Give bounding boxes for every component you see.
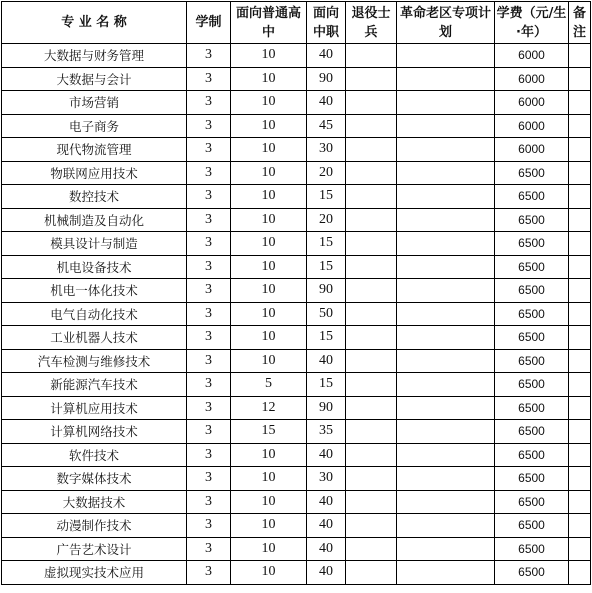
veterans-quota-cell — [346, 537, 397, 561]
revolutionary-area-cell — [397, 138, 495, 162]
high-school-quota-cell: 10 — [231, 44, 307, 68]
veterans-quota-cell — [346, 232, 397, 256]
tuition-cell: 6500 — [495, 490, 569, 514]
table-row — [2, 302, 591, 326]
high-school-quota-cell: 10 — [231, 67, 307, 91]
major-name-cell: 市场营销 — [2, 91, 187, 115]
tuition-cell: 6000 — [495, 67, 569, 91]
duration-cell: 3 — [187, 114, 231, 138]
table-row — [2, 396, 591, 420]
tuition-cell: 6500 — [495, 326, 569, 350]
revolutionary-area-cell — [397, 302, 495, 326]
high-school-quota-cell: 15 — [231, 420, 307, 444]
revolutionary-area-cell — [397, 490, 495, 514]
veterans-quota-cell — [346, 44, 397, 68]
duration-cell: 3 — [187, 67, 231, 91]
major-name-cell: 计算机网络技术 — [2, 420, 187, 444]
header-old-revolutionary-area-plan: 革命老区专项计划 — [397, 2, 495, 44]
vocational-quota-cell: 45 — [307, 114, 346, 138]
vocational-quota-cell: 15 — [307, 232, 346, 256]
high-school-quota-cell: 10 — [231, 232, 307, 256]
major-name-cell: 广告艺术设计 — [2, 537, 187, 561]
header-vocational-quota: 面向中职 — [307, 2, 346, 44]
high-school-quota-cell: 10 — [231, 279, 307, 303]
revolutionary-area-cell — [397, 67, 495, 91]
major-name-cell: 机电设备技术 — [2, 255, 187, 279]
tuition-cell: 6500 — [495, 302, 569, 326]
remarks-cell — [569, 561, 591, 585]
table-row — [2, 420, 591, 444]
tuition-cell: 6000 — [495, 91, 569, 115]
table-row — [2, 490, 591, 514]
duration-cell: 3 — [187, 185, 231, 209]
revolutionary-area-cell — [397, 467, 495, 491]
vocational-quota-cell: 40 — [307, 349, 346, 373]
veterans-quota-cell — [346, 326, 397, 350]
table-row — [2, 161, 591, 185]
major-name-cell: 数控技术 — [2, 185, 187, 209]
vocational-quota-cell: 20 — [307, 208, 346, 232]
duration-cell: 3 — [187, 443, 231, 467]
duration-cell: 3 — [187, 138, 231, 162]
tuition-cell: 6500 — [495, 232, 569, 256]
table-row — [2, 232, 591, 256]
major-name-cell: 计算机应用技术 — [2, 396, 187, 420]
header-tuition: 学费（元/生·年） — [495, 2, 569, 44]
vocational-quota-cell: 40 — [307, 537, 346, 561]
duration-cell: 3 — [187, 255, 231, 279]
major-name-cell: 电气自动化技术 — [2, 302, 187, 326]
table-row — [2, 349, 591, 373]
remarks-cell — [569, 490, 591, 514]
duration-cell: 3 — [187, 161, 231, 185]
vocational-quota-cell: 15 — [307, 185, 346, 209]
high-school-quota-cell: 10 — [231, 443, 307, 467]
high-school-quota-cell: 10 — [231, 326, 307, 350]
table-body — [2, 44, 591, 585]
duration-cell: 3 — [187, 91, 231, 115]
table-row — [2, 373, 591, 397]
veterans-quota-cell — [346, 161, 397, 185]
revolutionary-area-cell — [397, 537, 495, 561]
major-name-cell: 现代物流管理 — [2, 138, 187, 162]
major-name-cell: 汽车检测与维修技术 — [2, 349, 187, 373]
tuition-cell: 6500 — [495, 208, 569, 232]
tuition-cell: 6500 — [495, 514, 569, 538]
vocational-quota-cell: 15 — [307, 373, 346, 397]
major-name-cell: 大数据技术 — [2, 490, 187, 514]
major-name-cell: 物联网应用技术 — [2, 161, 187, 185]
vocational-quota-cell: 30 — [307, 467, 346, 491]
revolutionary-area-cell — [397, 514, 495, 538]
duration-cell: 3 — [187, 44, 231, 68]
tuition-cell: 6500 — [495, 373, 569, 397]
remarks-cell — [569, 208, 591, 232]
high-school-quota-cell: 12 — [231, 396, 307, 420]
revolutionary-area-cell — [397, 349, 495, 373]
vocational-quota-cell: 90 — [307, 67, 346, 91]
table-row — [2, 279, 591, 303]
tuition-cell: 6000 — [495, 44, 569, 68]
tuition-cell: 6500 — [495, 443, 569, 467]
high-school-quota-cell: 10 — [231, 185, 307, 209]
vocational-quota-cell: 40 — [307, 443, 346, 467]
duration-cell: 3 — [187, 420, 231, 444]
veterans-quota-cell — [346, 396, 397, 420]
duration-cell: 3 — [187, 537, 231, 561]
tuition-cell: 6000 — [495, 114, 569, 138]
veterans-quota-cell — [346, 279, 397, 303]
remarks-cell — [569, 537, 591, 561]
high-school-quota-cell: 10 — [231, 138, 307, 162]
major-name-cell: 大数据与财务管理 — [2, 44, 187, 68]
vocational-quota-cell: 15 — [307, 326, 346, 350]
veterans-quota-cell — [346, 91, 397, 115]
table-row — [2, 443, 591, 467]
tuition-cell: 6500 — [495, 420, 569, 444]
header-major-name: 专 业 名 称 — [2, 2, 187, 44]
remarks-cell — [569, 420, 591, 444]
veterans-quota-cell — [346, 349, 397, 373]
enrollment-plan-table — [1, 1, 591, 585]
revolutionary-area-cell — [397, 114, 495, 138]
duration-cell: 3 — [187, 467, 231, 491]
revolutionary-area-cell — [397, 208, 495, 232]
tuition-cell: 6500 — [495, 185, 569, 209]
revolutionary-area-cell — [397, 373, 495, 397]
vocational-quota-cell: 40 — [307, 561, 346, 585]
remarks-cell — [569, 467, 591, 491]
header-duration: 学制 — [187, 2, 231, 44]
vocational-quota-cell: 30 — [307, 138, 346, 162]
table-row — [2, 208, 591, 232]
major-name-cell: 工业机器人技术 — [2, 326, 187, 350]
major-name-cell: 虚拟现实技术应用 — [2, 561, 187, 585]
veterans-quota-cell — [346, 420, 397, 444]
revolutionary-area-cell — [397, 161, 495, 185]
header-row — [2, 2, 591, 44]
veterans-quota-cell — [346, 208, 397, 232]
duration-cell: 3 — [187, 208, 231, 232]
tuition-cell: 6500 — [495, 255, 569, 279]
revolutionary-area-cell — [397, 44, 495, 68]
veterans-quota-cell — [346, 443, 397, 467]
remarks-cell — [569, 91, 591, 115]
vocational-quota-cell: 90 — [307, 396, 346, 420]
remarks-cell — [569, 138, 591, 162]
major-name-cell: 大数据与会计 — [2, 67, 187, 91]
veterans-quota-cell — [346, 114, 397, 138]
header-remarks: 备注 — [569, 2, 591, 44]
high-school-quota-cell: 10 — [231, 537, 307, 561]
tuition-cell: 6000 — [495, 138, 569, 162]
table-row — [2, 44, 591, 68]
remarks-cell — [569, 255, 591, 279]
high-school-quota-cell: 10 — [231, 349, 307, 373]
duration-cell: 3 — [187, 326, 231, 350]
table-row — [2, 537, 591, 561]
tuition-cell: 6500 — [495, 279, 569, 303]
revolutionary-area-cell — [397, 443, 495, 467]
header-veterans-quota: 退役士兵 — [346, 2, 397, 44]
remarks-cell — [569, 44, 591, 68]
major-name-cell: 机电一体化技术 — [2, 279, 187, 303]
duration-cell: 3 — [187, 373, 231, 397]
major-name-cell: 电子商务 — [2, 114, 187, 138]
high-school-quota-cell: 10 — [231, 114, 307, 138]
duration-cell: 3 — [187, 396, 231, 420]
remarks-cell — [569, 396, 591, 420]
table-row — [2, 67, 591, 91]
remarks-cell — [569, 326, 591, 350]
revolutionary-area-cell — [397, 420, 495, 444]
table-row — [2, 114, 591, 138]
remarks-cell — [569, 161, 591, 185]
veterans-quota-cell — [346, 467, 397, 491]
vocational-quota-cell: 40 — [307, 91, 346, 115]
tuition-cell: 6500 — [495, 561, 569, 585]
remarks-cell — [569, 349, 591, 373]
table-row — [2, 514, 591, 538]
major-name-cell: 模具设计与制造 — [2, 232, 187, 256]
veterans-quota-cell — [346, 185, 397, 209]
veterans-quota-cell — [346, 561, 397, 585]
veterans-quota-cell — [346, 138, 397, 162]
revolutionary-area-cell — [397, 232, 495, 256]
revolutionary-area-cell — [397, 255, 495, 279]
remarks-cell — [569, 302, 591, 326]
tuition-cell: 6500 — [495, 396, 569, 420]
high-school-quota-cell: 10 — [231, 91, 307, 115]
major-name-cell: 数字媒体技术 — [2, 467, 187, 491]
veterans-quota-cell — [346, 514, 397, 538]
duration-cell: 3 — [187, 514, 231, 538]
remarks-cell — [569, 114, 591, 138]
duration-cell: 3 — [187, 561, 231, 585]
vocational-quota-cell: 50 — [307, 302, 346, 326]
high-school-quota-cell: 10 — [231, 514, 307, 538]
revolutionary-area-cell — [397, 279, 495, 303]
high-school-quota-cell: 10 — [231, 561, 307, 585]
duration-cell: 3 — [187, 349, 231, 373]
revolutionary-area-cell — [397, 561, 495, 585]
revolutionary-area-cell — [397, 396, 495, 420]
table-row — [2, 467, 591, 491]
high-school-quota-cell: 10 — [231, 490, 307, 514]
table-row — [2, 326, 591, 350]
vocational-quota-cell: 40 — [307, 44, 346, 68]
vocational-quota-cell: 90 — [307, 279, 346, 303]
vocational-quota-cell: 40 — [307, 490, 346, 514]
remarks-cell — [569, 443, 591, 467]
table-row — [2, 255, 591, 279]
major-name-cell: 动漫制作技术 — [2, 514, 187, 538]
duration-cell: 3 — [187, 302, 231, 326]
revolutionary-area-cell — [397, 326, 495, 350]
veterans-quota-cell — [346, 67, 397, 91]
high-school-quota-cell: 5 — [231, 373, 307, 397]
header-high-school-quota: 面向普通高中 — [231, 2, 307, 44]
duration-cell: 3 — [187, 490, 231, 514]
table-row — [2, 185, 591, 209]
vocational-quota-cell: 15 — [307, 255, 346, 279]
remarks-cell — [569, 185, 591, 209]
table-row — [2, 91, 591, 115]
remarks-cell — [569, 232, 591, 256]
revolutionary-area-cell — [397, 185, 495, 209]
veterans-quota-cell — [346, 490, 397, 514]
tuition-cell: 6500 — [495, 349, 569, 373]
veterans-quota-cell — [346, 373, 397, 397]
remarks-cell — [569, 67, 591, 91]
vocational-quota-cell: 20 — [307, 161, 346, 185]
remarks-cell — [569, 373, 591, 397]
duration-cell: 3 — [187, 232, 231, 256]
tuition-cell: 6500 — [495, 467, 569, 491]
major-name-cell: 机械制造及自动化 — [2, 208, 187, 232]
major-name-cell: 新能源汽车技术 — [2, 373, 187, 397]
revolutionary-area-cell — [397, 91, 495, 115]
tuition-cell: 6500 — [495, 537, 569, 561]
major-name-cell: 软件技术 — [2, 443, 187, 467]
high-school-quota-cell: 10 — [231, 161, 307, 185]
table-row — [2, 561, 591, 585]
veterans-quota-cell — [346, 302, 397, 326]
high-school-quota-cell: 10 — [231, 467, 307, 491]
remarks-cell — [569, 279, 591, 303]
remarks-cell — [569, 514, 591, 538]
vocational-quota-cell: 40 — [307, 514, 346, 538]
high-school-quota-cell: 10 — [231, 208, 307, 232]
table-row — [2, 138, 591, 162]
high-school-quota-cell: 10 — [231, 302, 307, 326]
vocational-quota-cell: 35 — [307, 420, 346, 444]
duration-cell: 3 — [187, 279, 231, 303]
high-school-quota-cell: 10 — [231, 255, 307, 279]
veterans-quota-cell — [346, 255, 397, 279]
tuition-cell: 6500 — [495, 161, 569, 185]
